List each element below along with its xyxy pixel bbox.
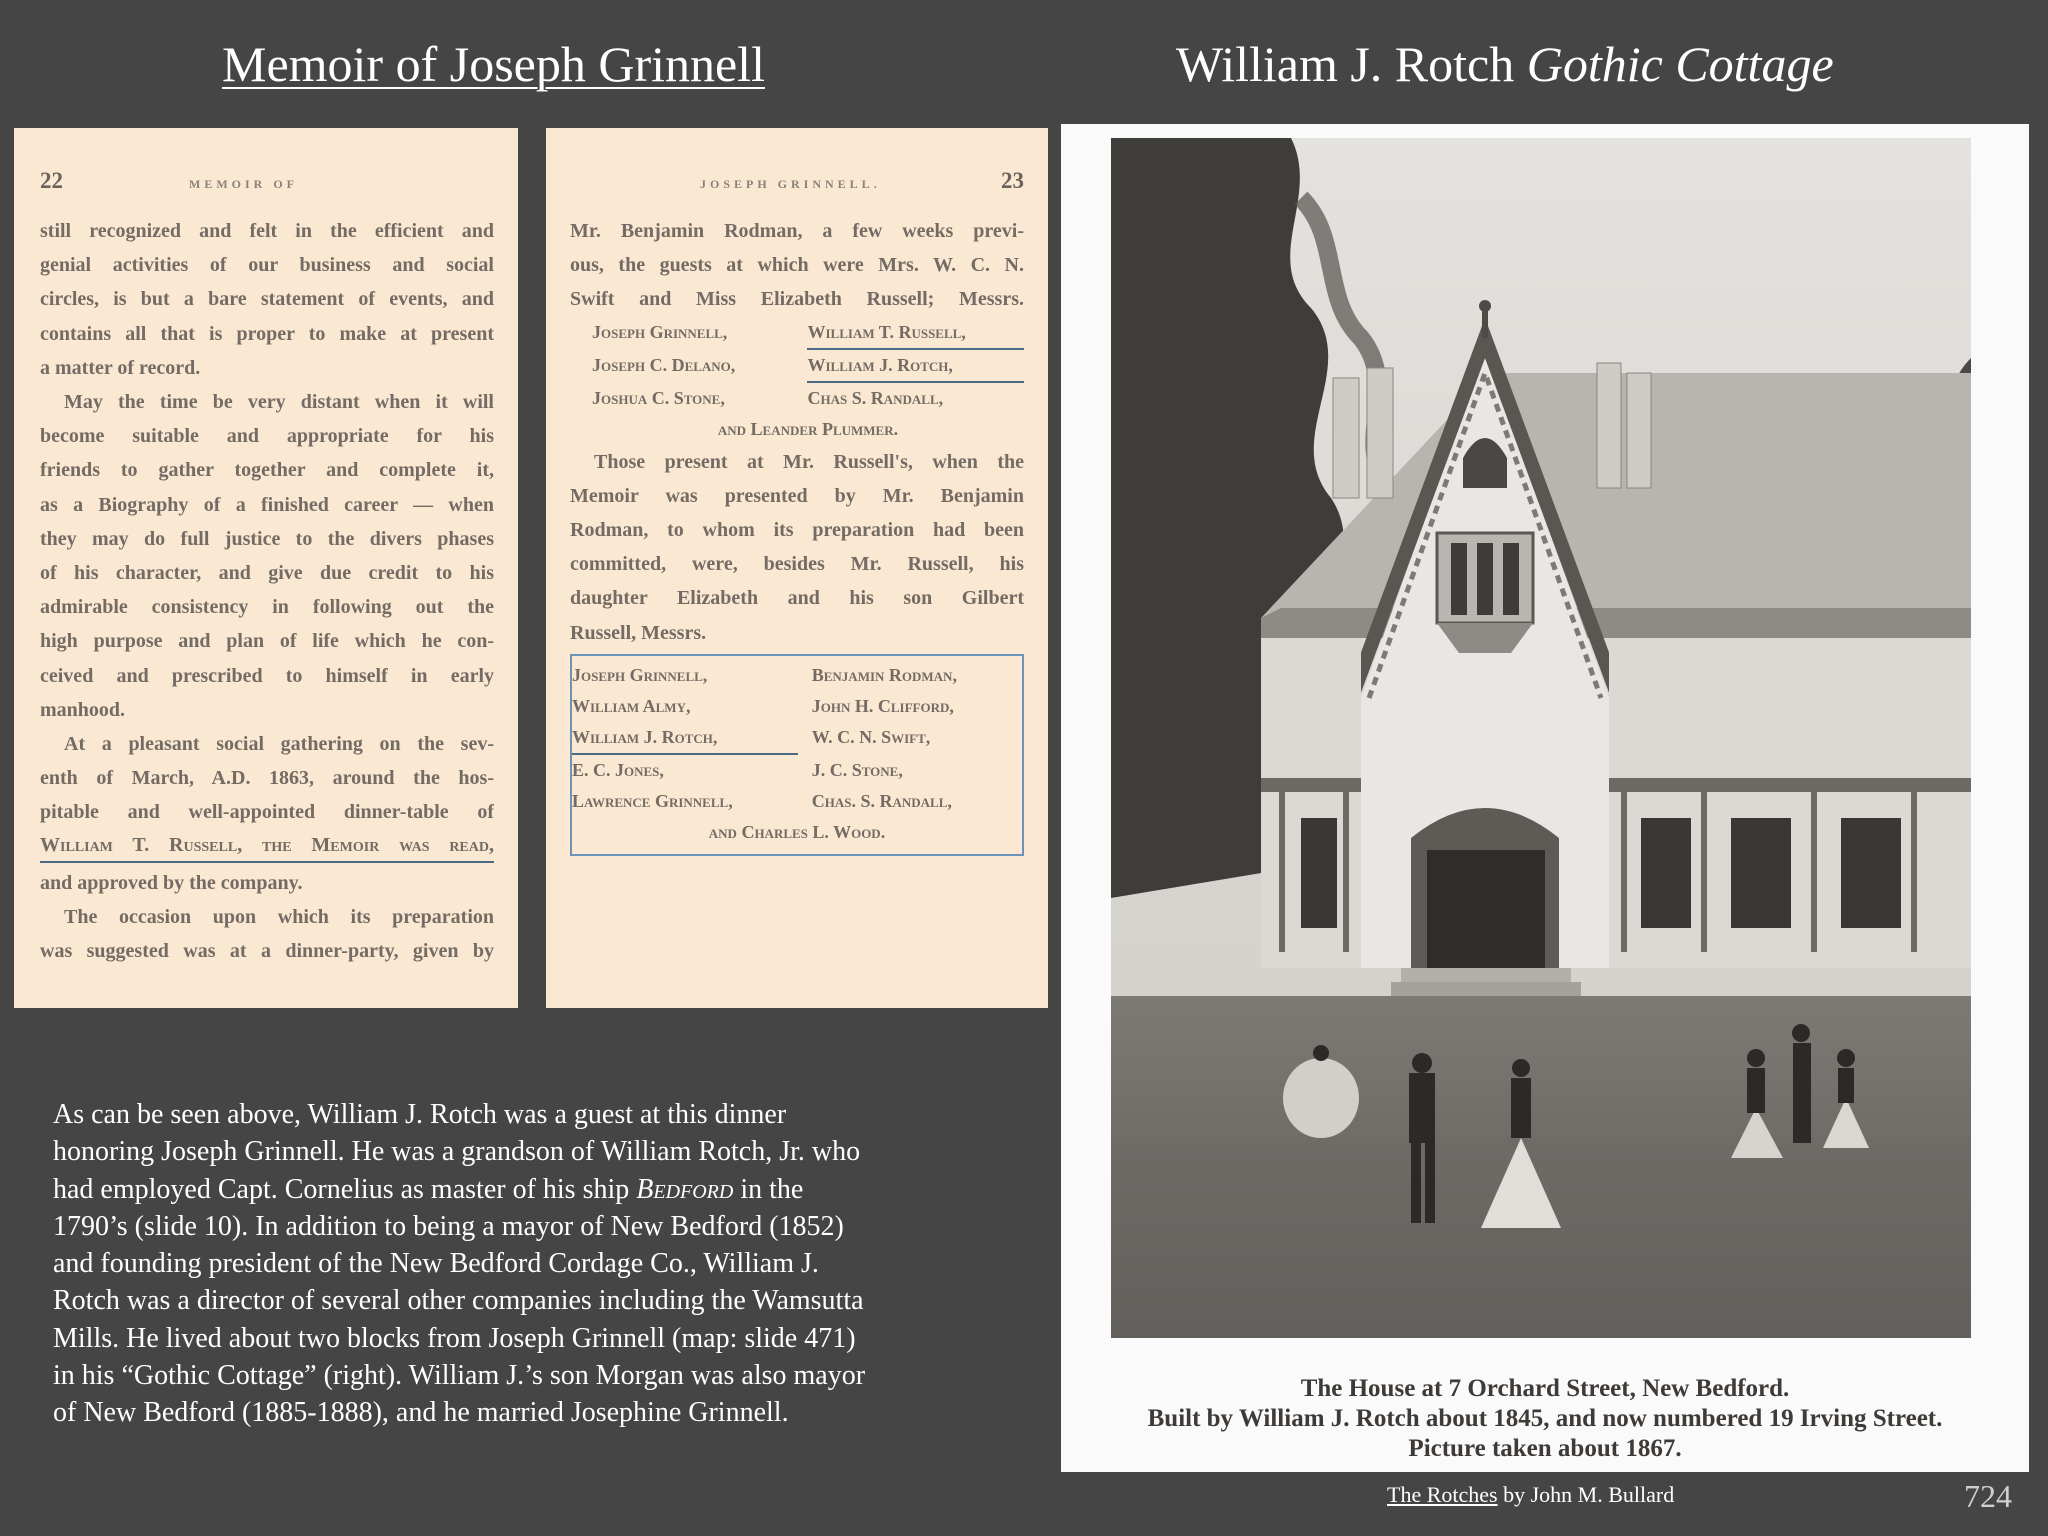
text-line: was suggested was at a dinner-party, given by: [40, 940, 494, 963]
page-text: [570, 445, 1024, 650]
body-line: As can be seen above, William J. Rotch was a guest at this dinner: [53, 1099, 787, 1130]
guest-name: E. C. Jones,: [572, 759, 664, 780]
text-line: of his character, and give due credit to his: [40, 562, 494, 585]
ship-name: Bedford: [636, 1173, 734, 1205]
text-line: become suitable and appropriate for his: [40, 425, 494, 448]
caption-line: The House at 7 Orchard Street, New Bedford.: [1300, 1375, 1790, 1402]
page-number: 22: [40, 168, 63, 193]
right-title: [1176, 34, 1834, 94]
right-title-plain: William J. Rotch: [1176, 36, 1527, 92]
text-line: a matter of record.: [40, 356, 201, 379]
text-line: admirable consistency in following out the: [40, 596, 494, 619]
guest-list-2-highlight-box: [570, 654, 1024, 856]
body-line: of New Bedford (1885-1888), and he married Josephine Grinnell.: [53, 1397, 789, 1429]
text-line: as a Biography of a finished career — when: [40, 493, 494, 516]
guest-name: Joseph C. Delano,: [592, 354, 736, 375]
text-line: still recognized and felt in the efficient and: [40, 220, 494, 242]
source-author: by John M. Bullard: [1497, 1482, 1675, 1507]
body-line-part: in the: [733, 1173, 804, 1205]
text-line: Mr. Benjamin Rodman, a few weeks previ-: [570, 220, 1024, 242]
guest-list-1: [570, 317, 1024, 445]
body-line: in his “Gothic Cottage” (right). William J.’s son Morgan was also mayor: [53, 1360, 866, 1392]
running-head-text: MEMOIR OF: [189, 177, 298, 191]
page-text: [570, 214, 1024, 317]
caption-line: Picture taken about 1867.: [1408, 1435, 1682, 1462]
guest-name: Joseph Grinnell,: [592, 321, 728, 342]
body-line: Rotch was a director of several other companies including the Wamsutta: [53, 1285, 864, 1317]
guest-name: Chas S. Randall,: [807, 387, 944, 408]
guest-name: Chas. S. Randall,: [811, 790, 952, 811]
source-book-title: The Rotches: [1387, 1482, 1498, 1507]
running-head: [570, 168, 1024, 194]
body-line: and founding president of the New Bedford Cordage Co., William J.: [53, 1248, 819, 1280]
guest-name: and Charles L. Wood.: [708, 821, 886, 842]
guest-name-underlined: William J. Rotch,: [807, 350, 1024, 383]
body-line: [53, 1171, 993, 1208]
body-line: honoring Joseph Grinnell. He was a grandson of William Rotch, Jr. who: [53, 1136, 861, 1168]
text-line: contains all that is proper to make at present: [40, 322, 494, 345]
guest-name: Joseph Grinnell,: [572, 664, 708, 685]
caption-line: Built by William J. Rotch about 1845, and now numbered 19 Irving Street.: [1147, 1405, 1943, 1432]
guest-name: Benjamin Rodman,: [811, 664, 957, 685]
text-line: Swift and Miss Elizabeth Russell; Messrs.: [570, 288, 1024, 311]
body-line: Mills. He lived about two blocks from Joseph Grinnell (map: slide 471): [53, 1322, 856, 1354]
text-line: daughter Elizabeth and his son Gilbert: [570, 587, 1024, 610]
text-line: circles, is but a bare statement of events, and: [40, 288, 494, 311]
text-line: high purpose and plan of life which he con-: [40, 630, 494, 653]
body-line: 1790’s (slide 10). In addition to being a mayor of New Bedford (1852): [53, 1210, 844, 1242]
text-line: The occasion upon which its preparation: [64, 905, 494, 928]
left-title: Memoir of Joseph Grinnell: [222, 36, 765, 92]
text-line: Those present at Mr. Russell's, when the: [594, 450, 1024, 473]
guest-name: Joshua C. Stone,: [592, 387, 725, 408]
guest-name: J. C. Stone,: [811, 759, 903, 780]
text-line: Memoir was presented by Mr. Benjamin: [570, 484, 1024, 507]
guest-name: W. C. N. Swift,: [811, 726, 931, 747]
text-line: committed, were, besides Mr. Russell, his: [570, 553, 1024, 576]
text-line: ous, the guests at which were Mrs. W. C. N.: [570, 254, 1024, 277]
text-line: At a pleasant social gathering on the sev-: [64, 733, 494, 756]
running-head: [40, 168, 494, 194]
text-line: May the time be very distant when it will: [64, 391, 494, 414]
text-line: ceived and prescribed to himself in early: [40, 664, 494, 687]
text-line: and approved by the company.: [40, 871, 303, 894]
guest-name: and Leander Plummer.: [717, 418, 899, 439]
text-line: they may do full justice to the divers phases: [40, 527, 494, 550]
book-page-22: [14, 128, 518, 1008]
text-line: genial activities of our business and social: [40, 254, 494, 277]
text-line: pitable and well-appointed dinner-table of: [40, 801, 494, 824]
guest-name-underlined: William J. Rotch,: [572, 722, 798, 755]
text-line: enth of March, A.D. 1863, around the hos-: [40, 767, 494, 790]
body-paragraph: [53, 1096, 993, 1432]
running-head-text: JOSEPH GRINNELL.: [700, 177, 881, 191]
text-line: Rodman, to whom its preparation had been: [570, 519, 1024, 542]
guest-name: William Almy,: [572, 695, 691, 716]
book-page-23: [546, 128, 1048, 1008]
page-number: 23: [1001, 168, 1024, 193]
slide-number: 724: [1964, 1478, 2012, 1514]
gothic-cottage-photo: [1111, 138, 1971, 1338]
gothic-cottage-photo-frame: [1061, 124, 2029, 1472]
text-line: Russell, Messrs.: [570, 621, 707, 644]
guest-name: Lawrence Grinnell,: [572, 790, 733, 811]
photo-caption: [1061, 1374, 2029, 1464]
guest-name: John H. Clifford,: [811, 695, 954, 716]
source-citation: [1387, 1482, 1674, 1508]
text-line: friends to gather together and complete it,: [40, 459, 494, 482]
text-line-underlined: William T. Russell, the Memoir was read,: [40, 830, 494, 863]
page-text: [40, 214, 494, 968]
right-title-italic: Gothic Cottage: [1526, 36, 1834, 92]
guest-name-underlined: William T. Russell,: [807, 317, 1024, 350]
body-line-part: had employed Capt. Cornelius as master of his ship: [53, 1173, 637, 1205]
text-line: manhood.: [40, 698, 126, 721]
